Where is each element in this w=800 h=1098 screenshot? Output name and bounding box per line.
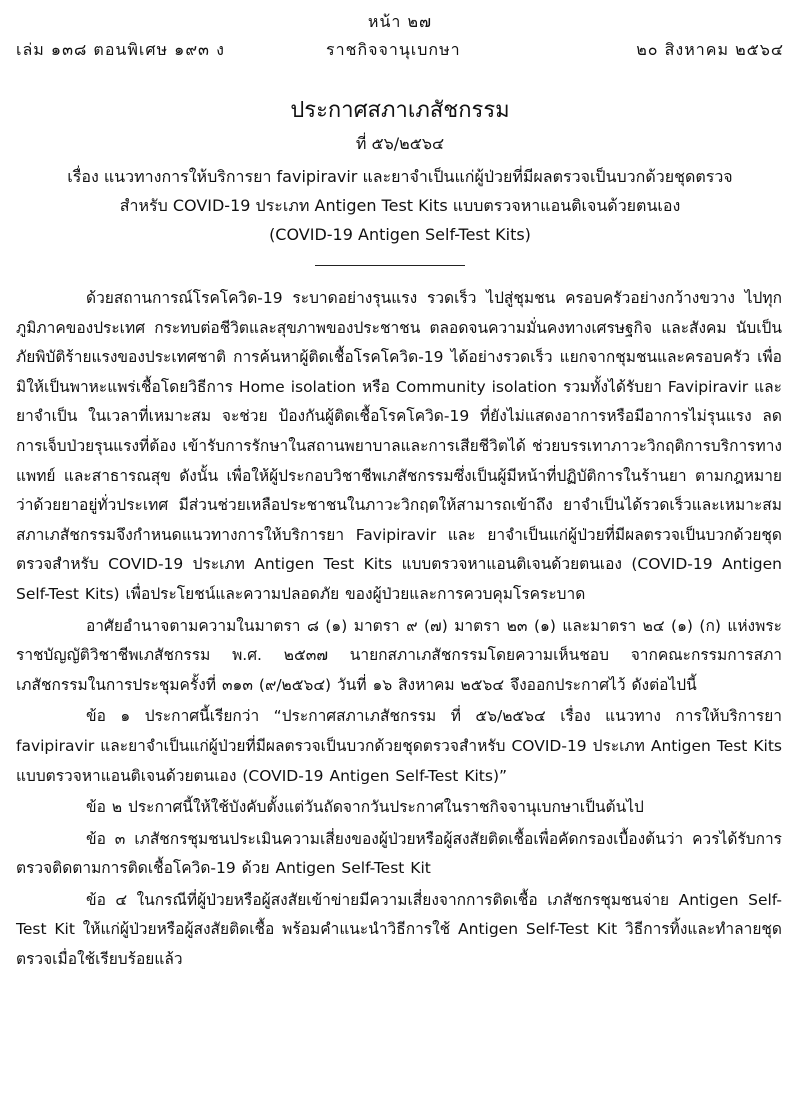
clause-3: ข้อ ๓ เภสัชกรชุมชนประเมินความเสี่ยงของผู้ป่วยหรือผู้สงสัยติดเชื้อเพื่อคัดกรองเบื้องต้นว่า ควรได้รับการตรวจติดตามการติดเชื้อโควิด-19 ด้วย Antigen Self-Test Kit: [16, 829, 782, 878]
announcement-number: ที่ ๕๖/๒๕๖๔: [355, 134, 445, 153]
subject-line: (COVID-19 Antigen Self-Test Kits): [269, 225, 531, 244]
clause-4: ข้อ ๔ ในกรณีที่ผู้ป่วยหรือผู้สงสัยเข้าข่ายมีความเสี่ยงจากการติดเชื้อ เภสัชกรชุมชนจ่าย Antigen Self-Test Kit ให้แก่ผู้ป่วยหรือผู้สงสัยติดเชื้อ พร้อมคำแนะนำวิธีการใช้ Antigen Self-Test Kit วิธีการทิ้งและทำลายชุดตรวจเมื่อใช้เรียบร้อยแล้ว: [16, 890, 782, 969]
subject-line: สำหรับ COVID-19 ประเภท Antigen Test Kits แบบตรวจหาแอนติเจนด้วยตนเอง: [119, 196, 681, 215]
announcement-body: [16, 284, 782, 975]
gazette-header: [16, 38, 784, 62]
volume-info: เล่ม ๑๓๘ ตอนพิเศษ ๑๙๓ ง: [16, 40, 225, 59]
announcement-title: ประกาศสภาเภสัชกรรม: [290, 98, 510, 123]
clause-2: ข้อ ๒ ประกาศนี้ให้ใช้บังคับตั้งแต่วันถัดจากวันประกาศในราชกิจจานุเบกษาเป็นต้นไป: [86, 798, 644, 817]
publication-date: ๒๐ สิงหาคม ๒๕๖๔: [636, 40, 784, 59]
publication-name: ราชกิจจานุเบกษา: [326, 40, 461, 59]
subject-line: เรื่อง แนวทางการให้บริการยา favipiravir และยาจำเป็นแก่ผู้ป่วยที่มีผลตรวจเป็นบวกด้วยชุดตรวจ: [67, 167, 733, 186]
divider: [315, 265, 465, 266]
page-number: หน้า ๒๗: [367, 12, 433, 31]
announcement-subject: [16, 162, 784, 249]
authority-paragraph: อาศัยอำนาจตามความในมาตรา ๘ (๑) มาตรา ๙ (๗) มาตรา ๒๓ (๑) และมาตรา ๒๔ (๑) (ก) แห่งพระราชบัญญัติวิชาชีพเภสัชกรรม พ.ศ. ๒๕๓๗ นายกสภาเภสัชกรรมโดยความเห็นชอบ จากคณะกรรมการสภาเภสัชกรรมในการประชุมครั้งที่ ๓๑๓ (๙/๒๕๖๔) วันที่ ๑๖ สิงหาคม ๒๕๖๔ จึงออกประกาศไว้ ดังต่อไปนี้: [16, 616, 782, 694]
preamble-paragraph: ด้วยสถานการณ์โรคโควิด-19 ระบาดอย่างรุนแรง รวดเร็ว ไปสู่ชุมชน ครอบครัวอย่างกว้างขวาง ไปทุกภูมิภาคของประเทศ กระทบต่อชีวิตและสุขภาพของประชาชน ตลอดจนความมั่นคงทางเศรษฐกิจ และสังคม นับเป็นภัยพิบัติร้ายแรงของประเทศชาติ การค้นหาผู้ติดเชื้อโรคโควิด-19 ได้อย่างรวดเร็ว แยกจากชุมชนและครอบครัว เพื่อมิให้เป็นพาหะแพร่เชื้อโดยวิธีการ Home isolation หรือ Community isolation รวมทั้งได้รับยา Favipiravir และยาจำเป็น ในเวลาที่เหมาะสม จะช่วย ป้องกันผู้ติดเชื้อโรคโควิด-19 ที่ยังไม่แสดงอาการหรือมีอาการไม่รุนแรง ลดการเจ็บป่วยรุนแรงที่ต้อง เข้ารับการรักษาในสถานพยาบาลและการเสียชีวิตได้ ช่วยบรรเทาภาวะวิกฤติการบริการทางแพทย์ และสาธารณสุข ดังนั้น เพื่อให้ผู้ประกอบวิชาชีพเภสัชกรรมซึ่งเป็นผู้มีหน้าที่ปฏิบัติการในร้านยา ตามกฎหมายว่าด้วยยาอยู่ทั่วประเทศ มีส่วนช่วยเหลือประชาชนในภาวะวิกฤตให้สามารถเข้าถึง ยาจำเป็นได้รวดเร็วและเหมาะสม สภาเภสัชกรรมจึงกำหนดแนวทางการให้บริการยา Favipiravir และ ยาจำเป็นแก่ผู้ป่วยที่มีผลตรวจเป็นบวกด้วยชุดตรวจสำหรับ COVID-19 ประเภท Antigen Test Kits แบบตรวจหาแอนติเจนด้วยตนเอง (COVID-19 Antigen Self-Test Kits) เพื่อประโยชน์และความปลอดภัย ของผู้ป่วยและการควบคุมโรคระบาด: [16, 289, 782, 603]
clause-1: ข้อ ๑ ประกาศนี้เรียกว่า “ประกาศสภาเภสัชกรรม ที่ ๕๖/๒๕๖๔ เรื่อง แนวทาง การให้บริการยา favipiravir และยาจำเป็นแก่ผู้ป่วยที่มีผลตรวจเป็นบวกด้วยชุดตรวจสำหรับ COVID-19 ประเภท Antigen Test Kits แบบตรวจหาแอนติเจนด้วยตนเอง (COVID-19 Antigen Self-Test Kits)”: [16, 707, 782, 785]
